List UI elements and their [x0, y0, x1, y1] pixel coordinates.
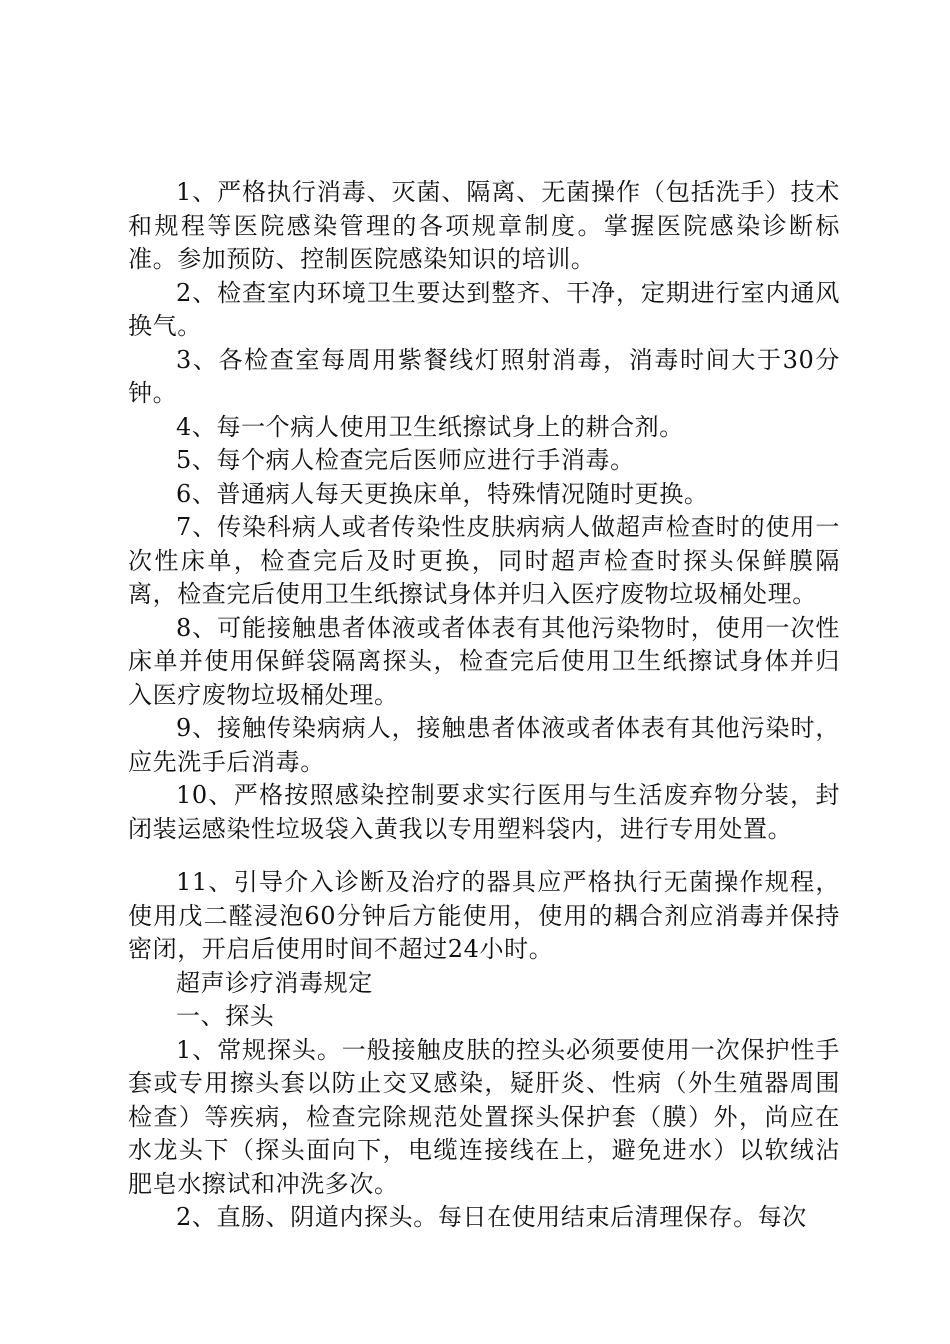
- paragraph-probe-2: 2、直肠、阴道内探头。每日在使用结束后清理保存。每次: [176, 1203, 807, 1231]
- paragraph-3: 3、各检查室每周用紫餐线灯照射消毒，消毒时间大于30分钟。: [128, 345, 840, 407]
- paragraph-4: 4、每一个病人使用卫生纸擦试身上的耕合剂。: [176, 412, 684, 441]
- subsection-heading: 一、探头: [176, 1002, 275, 1030]
- paragraph-1: 1、严格执行消毒、灭菌、隔离、无菌操作（包括洗手）技术和规程等医院感染管理的各项规章制度。掌握医院感染诊断标准。参加预防、控制医院感染知识的培训。: [128, 178, 840, 273]
- paragraph-9: 9、接触传染病病人，接触患者体液或者体表有其他污染时，应先洗手后消毒。: [128, 714, 840, 776]
- section-title: 超声诊疗消毒规定: [176, 968, 373, 997]
- paragraph-2: 2、检查室内环境卫生要达到整齐、干净，定期进行室内通风换气。: [128, 278, 840, 340]
- paragraph-probe-1: 1、常规探头。一般接触皮肤的控头必须要使用一次保护性手套或专用擦头套以防止交叉感染，疑肝炎、性病（外生殖器周围检查）等疾病，检查完除规范处置探头保护套（膜）外，尚应在水龙头下（探头面向下，电缆连接线在上，避免进水）以软绒沾肥皂水擦试和冲洗多次。: [128, 1035, 840, 1198]
- paragraph-7: 7、传染科病人或者传染性皮肤病病人做超声检查时的使用一次性床单，检查完后及时更换，同时超声检查时探头保鲜膜隔离，检查完后使用卫生纸擦试身体并归入医疗废物垃圾桶处理。: [128, 513, 840, 608]
- paragraph-11: 11、引导介入诊断及治疗的器具应严格执行无菌操作规程，使用戊二醛浸泡60分钟后方能使用，使用的耦合剂应消毒并保持密闭，开启后使用时间不超过24小时。: [128, 868, 840, 963]
- document-body: [128, 176, 840, 1235]
- paragraph-8: 8、可能接触患者体液或者体表有其他污染物时，使用一次性床单并使用保鲜袋隔离探头，检查完后使用卫生纸擦试身体并归入医疗废物垃圾桶处理。: [128, 613, 840, 709]
- paragraph-6: 6、普通病人每天更换床单，特殊情况随时更换。: [176, 479, 709, 508]
- paragraph-5: 5、每个病人检查完后医师应进行手消毒。: [176, 446, 635, 474]
- paragraph-10: 10、严格按照感染控制要求实行医用与生活废弃物分装，封闭装运感染性垃圾袋入黄我以专用塑料袋内，进行专用处置。: [128, 781, 840, 843]
